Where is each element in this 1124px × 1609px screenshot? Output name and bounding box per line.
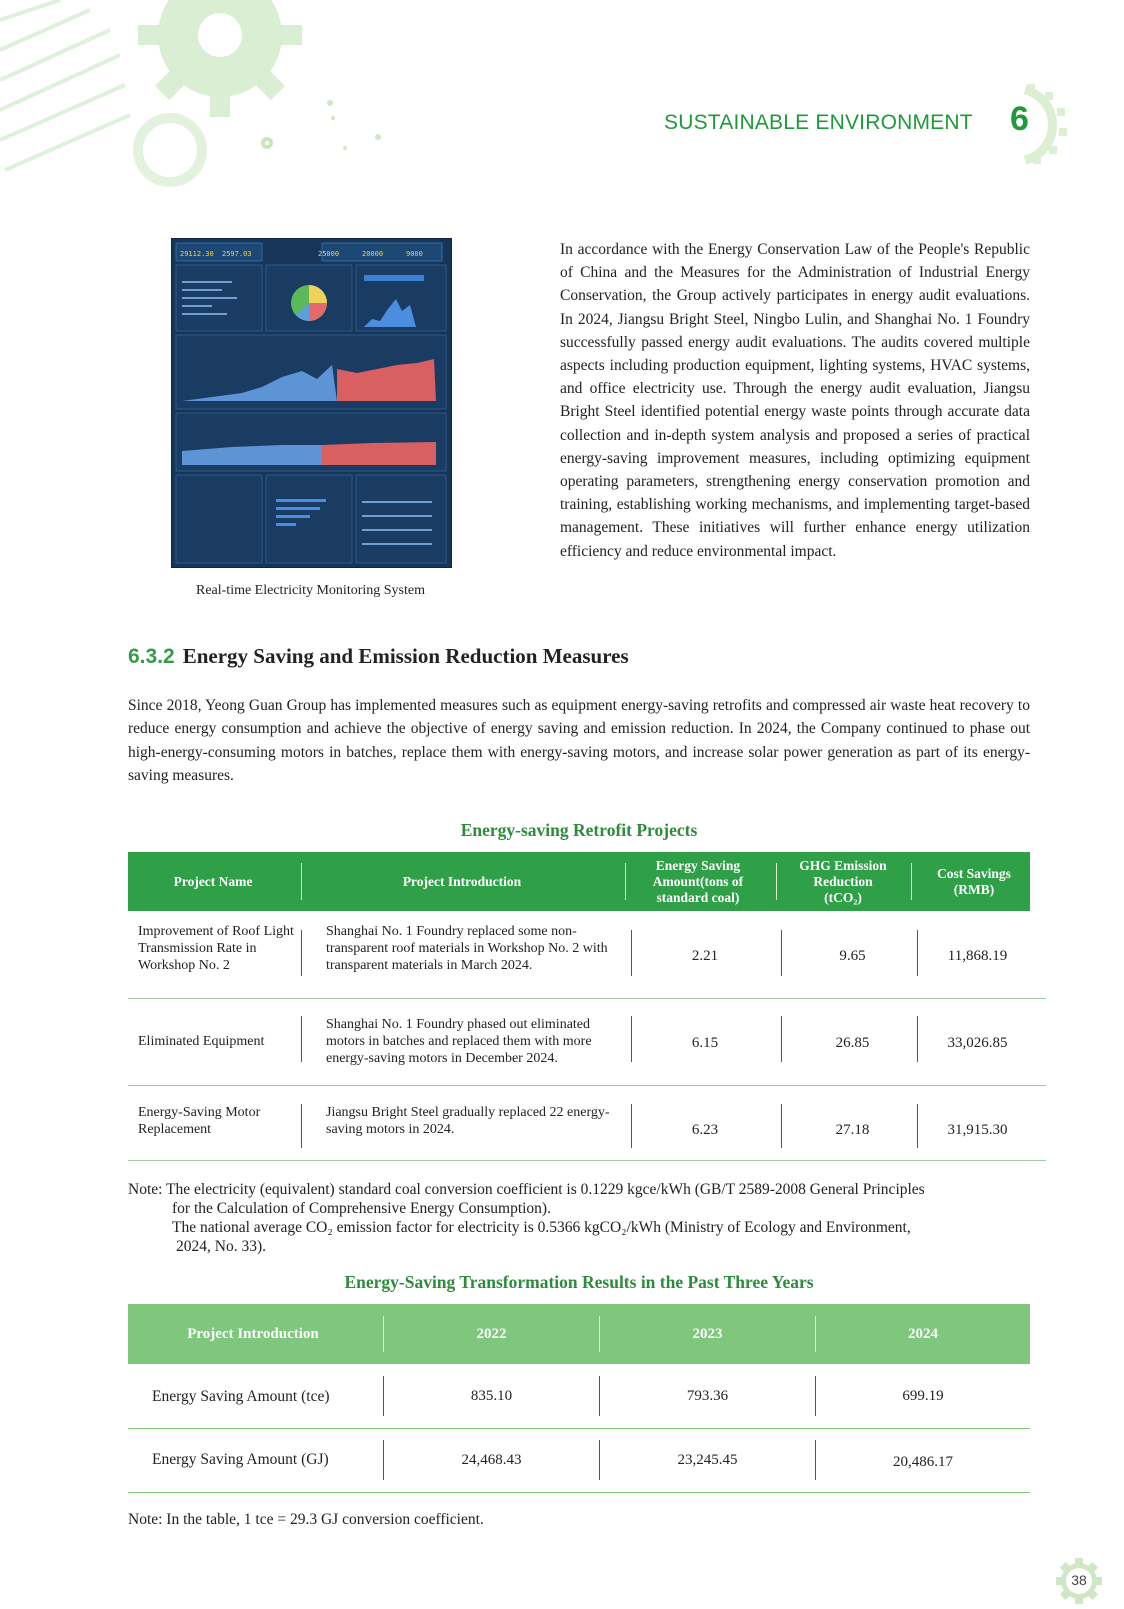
dashboard-graphic [172,239,451,567]
header-ghg-reduction [778,852,908,911]
subsection-number: 6.3.2 [128,645,175,668]
header-ghg-title: GHG Emission Reduction [799,857,887,889]
kpi-value: 29112.30 [180,250,214,258]
row3-cost: 31,915.30 [947,1122,1008,1138]
row3-project-name: Energy-Saving Motor Replacement [138,1105,261,1137]
header-2024: 2024 [908,1326,938,1342]
kpi-value: 9000 [406,250,423,258]
note1-line2: for the Calculation of Comprehensive Energy Consumption). [172,1200,551,1217]
figure-caption: Real-time Electricity Monitoring System [195,583,425,598]
t2-row2-2024: 20,486.17 [893,1454,953,1470]
table2-header [128,1304,1030,1364]
row1-project-name: Improvement of Roof Light Transmission Rate in Workshop No. 2 [138,924,294,973]
body-paragraph: Since 2018, Yeong Guan Group has implemented measures such as equipment energy-saving retrofits and compressed air waste heat recovery to reduce energy consumption and achieve the objective of energy saving and emission reduction. In 2024, the Company continued to phase out high-energy-consuming motors in batches, replace them with energy-saving motors, and increase solar power generation as part of its energy-saving measures. [128,697,1030,785]
header-energy-saving: Energy Saving Amount(tons of standard coal) [652,857,744,905]
t2-row1-2024: 699.19 [902,1388,944,1404]
t2-row1-2023: 793.36 [686,1388,729,1404]
row3-introduction: Jiangsu Bright Steel gradually replaced 22 energy-saving motors in 2024. [326,1105,610,1137]
row3-energy: 6.23 [691,1122,719,1138]
header-2022: 2022 [476,1326,507,1342]
row1-introduction: Shanghai No. 1 Foundry replaced some non-transparent roof materials in Workshop No. 2 with transparent materials in March 2024. [326,924,608,973]
kpi-value: 20000 [362,250,384,258]
electricity-monitoring-dashboard [171,238,452,568]
header-project-introduction: Project Introduction [402,873,522,889]
note1-line4: 2024, No. 33). [176,1238,266,1255]
header-project-introduction: Project Introduction [187,1326,319,1342]
table1-title: Energy-saving Retrofit Projects [460,820,698,840]
intro-paragraph: In accordance with the Energy Conservation Law of the People's Republic of China and the Measures for the Administration of Industrial Energy Conservation, the Group actively participates in energy audit evaluations. In 2024, Jiangsu Bright Steel, Ningbo Lulin, and Shanghai No. 1 Foundry successfully passed energy audit evaluations. The audits covered multiple aspects including production equipment, lighting systems, HVAC systems, and office electricity use. Through the energy audit evaluation, Jiangsu Bright Steel identified potential energy waste points through accurate data collection and in-depth system analysis and proposed a series of practical energy-saving improvement measures, including optimizing equipment operating parameters, strengthening energy conservation promotion and training, establishing working mechanisms, and implementing target-based management. These initiatives will further enhance energy utilization efficiency and reduce environmental impact. [560,241,1030,560]
header-project-name: Project Name [173,873,253,889]
table2-title: Energy-Saving Transformation Results in the Past Three Years [344,1272,814,1292]
header-2023: 2023 [692,1326,723,1342]
section-number: 6 [1010,100,1029,138]
kpi-value: 2597.03 [222,250,252,258]
t2-row2-2022: 24,468.43 [461,1452,522,1468]
note2: Note: In the table, 1 tce = 29.3 GJ conversion coefficient. [128,1511,484,1528]
t2-row1-2022: 835.10 [470,1388,513,1404]
row2-project-name: Eliminated Equipment [138,1034,265,1049]
header-cost-savings: Cost Savings (RMB) [937,865,1011,897]
row2-cost: 33,026.85 [947,1035,1008,1051]
row1-cost: 11,868.19 [947,948,1008,964]
t2-row1-label: Energy Saving Amount (tce) [152,1388,330,1405]
note1-line1: Note: The electricity (equivalent) standard coal conversion coefficient is 0.1229 kgce/kWh (GB/T 2589-2008 General Principles [128,1181,925,1198]
page-number: 38 [1071,1572,1087,1588]
table1-header [128,852,1030,911]
row1-ghg: 9.65 [839,948,866,964]
subsection-title: Energy Saving and Emission Reduction Measures [182,644,629,668]
header-ghg-unit: (tCO₂) [824,889,862,905]
section-title: SUSTAINABLE ENVIRONMENT [664,111,973,134]
note1-line3: The national average CO₂ emission factor for electricity is 0.5366 kgCO₂/kWh (Ministry of Ecology and Environment, [172,1219,911,1236]
kpi-value: 25000 [318,250,340,258]
t2-row2-label: Energy Saving Amount (GJ) [152,1451,329,1468]
gear-decoration [0,0,400,190]
row1-energy: 2.21 [691,948,719,964]
subsection-heading [128,644,629,669]
page-number-badge [1056,1558,1102,1604]
row2-introduction: Shanghai No. 1 Foundry phased out eliminated motors in batches and replaced them with more energy-saving motors in December 2024. [326,1017,592,1066]
row2-energy: 6.15 [691,1035,719,1051]
row3-ghg: 27.18 [835,1122,870,1138]
row2-ghg: 26.85 [835,1035,870,1051]
t2-row2-2023: 23,245.45 [677,1452,738,1468]
